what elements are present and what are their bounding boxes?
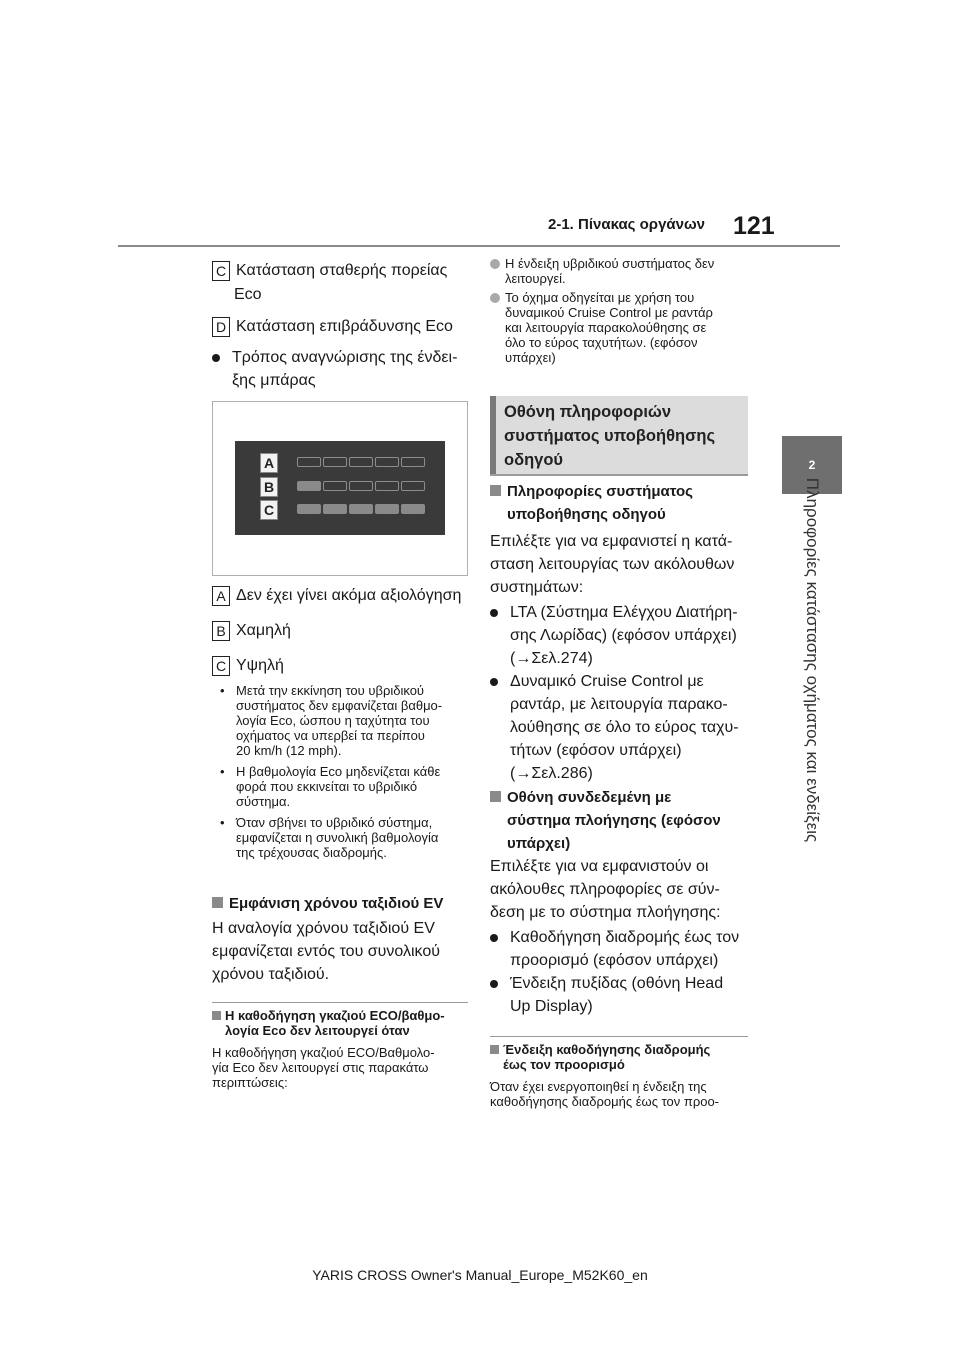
sub2-heading xyxy=(490,786,752,855)
sub2-bullet-guidance xyxy=(482,926,752,972)
figure-legend xyxy=(212,584,472,677)
score-segment xyxy=(401,457,425,467)
score-segment xyxy=(297,457,321,467)
note-line: Η βαθμολογία Eco μηδενίζεται κάθε xyxy=(236,764,441,779)
note-separator xyxy=(212,1002,468,1003)
route-note-title-line: έως τον προορισμό xyxy=(503,1057,625,1072)
item-c-text: Κατάσταση σταθερής πορείας xyxy=(236,262,448,279)
legend-b xyxy=(212,619,472,642)
sub1-bullet-line: ραντάρ, με λειτουργία παρακο- xyxy=(510,696,728,713)
section-heading-line: οδηγού xyxy=(504,451,564,469)
ev-body-line: χρόνου ταξιδιού. xyxy=(212,966,330,983)
grey-bullet-line: λειτουργεί. xyxy=(505,271,566,286)
grey-bullet-line: Η ένδειξη υβριδικού συστήματος δεν xyxy=(505,256,715,271)
sub2-bullet-line: προορισμό (εφόσον υπάρχει) xyxy=(510,952,719,969)
note-item: • Η βαθμολογία Eco μηδενίζεται κάθε φορά που εκκινείται το υβριδικό σύστημα. xyxy=(220,764,441,809)
note-line: φορά που εκκινείται το υβριδικό xyxy=(236,779,418,794)
grey-bullet-item xyxy=(490,290,752,365)
sub1-body-line: συστημάτων: xyxy=(490,579,584,596)
bar-recognition-bullet xyxy=(204,346,472,392)
chapter-number: 2 xyxy=(808,458,816,472)
ev-body-line: Η αναλογία χρόνου ταξιδιού EV xyxy=(212,920,435,937)
sub1-heading-line: υποβοήθησης οδηγού xyxy=(507,506,666,523)
grey-bullet-line: υπάρχει) xyxy=(505,350,556,365)
eco-note-body xyxy=(212,1045,472,1090)
eco-note-body-line: περιπτώσεις: xyxy=(212,1075,288,1090)
legend-text-b: Χαμηλή xyxy=(236,622,291,639)
figure-tag-c: C xyxy=(260,500,278,520)
route-note-title xyxy=(490,1042,752,1072)
item-d xyxy=(212,315,472,338)
ev-heading xyxy=(212,892,472,915)
sub1-heading xyxy=(490,480,752,526)
bullet-dot xyxy=(490,980,498,988)
notes-list xyxy=(212,683,472,860)
sub1-heading-line: Πληροφορίες συστήματος xyxy=(507,483,693,500)
page-ref-link[interactable]: (→Σελ.274) xyxy=(510,650,593,667)
route-note-body-line: Όταν έχει ενεργοποιηθεί η ένδειξη της xyxy=(490,1079,707,1094)
sub1-body xyxy=(490,530,752,599)
sub2-bullet-line: Up Display) xyxy=(510,998,593,1015)
note-line: Μετά την εκκίνηση του υβριδικού xyxy=(236,683,425,698)
square-bullet xyxy=(212,1011,221,1020)
note-separator xyxy=(490,1036,748,1037)
bullet-dot xyxy=(490,678,498,686)
sub1-bullets xyxy=(482,601,752,785)
score-segment xyxy=(349,457,373,467)
score-segment xyxy=(323,457,347,467)
grey-bullet-item xyxy=(490,256,752,286)
sub1-bullet-lta xyxy=(482,601,752,670)
score-segment xyxy=(349,504,373,514)
grey-bullet-line: όλο το εύρος ταχυτήτων. (εφόσον xyxy=(505,335,698,350)
note-line: λογία Eco, ώσπου η ταχύτητα του xyxy=(236,713,430,728)
section-title: 2-1. Πίνακας οργάνων xyxy=(548,216,705,233)
bullet-text-1: Τρόπος αναγνώρισης της ένδει- xyxy=(232,349,458,366)
score-segment xyxy=(401,504,425,514)
sub2-bullet-compass xyxy=(482,972,752,1018)
note-line: οχήματος να υπερβεί τα περίπου xyxy=(236,728,425,743)
legend-c xyxy=(212,654,472,677)
page-ref-link[interactable]: (→Σελ.286) xyxy=(510,765,593,782)
sub2-heading-line: σύστημα πλοήγησης (εφόσον xyxy=(507,812,721,829)
note-line: Όταν σβήνει το υβριδικό σύστημα, xyxy=(236,815,433,830)
section-heading-box xyxy=(490,396,748,474)
route-note-body xyxy=(490,1079,752,1109)
sub1-bullet-line: λούθησης σε όλο το εύρος ταχυ- xyxy=(510,719,739,736)
legend-label-c: C xyxy=(212,656,230,676)
route-note-title-line: Ένδειξη καθοδήγησης διαδρομής xyxy=(503,1042,711,1057)
note-line: 20 km/h (12 mph). xyxy=(236,743,342,758)
sub2-bullet-line: Καθοδήγηση διαδρομής έως τον xyxy=(510,929,740,946)
eco-note-title xyxy=(212,1008,472,1038)
score-segment xyxy=(375,481,399,491)
score-segment xyxy=(323,481,347,491)
score-segment xyxy=(297,481,321,491)
item-c-text-2: Eco xyxy=(234,286,262,303)
ev-body xyxy=(212,917,472,986)
sub2-body-line: Επιλέξτε για να εμφανιστούν οι xyxy=(490,858,709,875)
note-item: • Όταν σβήνει το υβριδικό σύστημα, εμφανίζεται η συνολική βαθμολογία της τρέχουσας διαδρομής. xyxy=(220,815,439,860)
square-bullet xyxy=(490,791,501,802)
sub1-bullet-line: LTA (Σύστημα Ελέγχου Διατήρη- xyxy=(510,604,738,621)
eco-score-display xyxy=(235,441,445,535)
sub1-body-line: σταση λειτουργίας των ακόλουθων xyxy=(490,556,735,573)
legend-label-a: A xyxy=(212,586,230,606)
sub2-body xyxy=(490,855,752,924)
score-segment xyxy=(375,504,399,514)
label-d: D xyxy=(212,317,230,337)
grey-dot xyxy=(490,293,500,303)
section-heading-line: συστήματος υποβοήθησης xyxy=(504,427,716,445)
figure-tag-a: A xyxy=(260,453,278,473)
chapter-side-title: Πληροφορίες κατάστασης οχήματος και ενδείξεις xyxy=(803,477,822,843)
bullet-dot xyxy=(490,609,498,617)
bullet-dot xyxy=(490,934,498,942)
sub1-body-line: Επιλέξτε για να εμφανιστεί η κατά- xyxy=(490,533,733,550)
eco-note-title-line: Η καθοδήγηση γκαζιού ECO/βαθμο- xyxy=(225,1008,445,1023)
sub1-bullet-line: σης Λωρίδας) (εφόσον υπάρχει) xyxy=(510,627,737,644)
score-segment xyxy=(323,504,347,514)
square-bullet xyxy=(212,897,223,908)
item-d-text: Κατάσταση επιβράδυνσης Eco xyxy=(236,318,453,335)
score-segment xyxy=(297,504,321,514)
note-line: συστήματος δεν εμφανίζεται βαθμο- xyxy=(236,698,443,713)
grey-bullet-line: και λειτουργία παρακολούθησης σε xyxy=(505,320,707,335)
score-segment xyxy=(349,481,373,491)
grey-bullet-line: Το όχημα οδηγείται με χρήση του xyxy=(505,290,695,305)
bullet-text-2: ξης μπάρας xyxy=(232,372,316,389)
sub2-heading-line: υπάρχει) xyxy=(507,835,571,852)
square-bullet xyxy=(490,485,501,496)
sub1-bullet-acc xyxy=(482,670,752,785)
sub2-bullet-line: Ένδειξη πυξίδας (οθόνη Head xyxy=(510,975,724,992)
note-line: σύστημα. xyxy=(236,794,291,809)
eco-note-body-line: γία Eco δεν λειτουργεί στις παρακάτω xyxy=(212,1060,429,1075)
sub1-bullet-line: Δυναμικό Cruise Control με xyxy=(510,673,704,690)
section-heading-line: Οθόνη πληροφοριών xyxy=(504,403,672,421)
header-rule xyxy=(118,245,840,247)
route-note-body-line: καθοδήγησης διαδρομής έως τον προο- xyxy=(490,1094,720,1109)
section-heading xyxy=(504,400,744,472)
grey-dot xyxy=(490,259,500,269)
legend-text-c: Υψηλή xyxy=(236,657,284,674)
figure-tag-b: B xyxy=(260,477,278,497)
page-number: 121 xyxy=(733,212,775,240)
legend-label-b: B xyxy=(212,621,230,641)
sub1-bullet-line: τήτων (εφόσον υπάρχει) xyxy=(510,742,682,759)
eco-score-figure xyxy=(212,401,468,576)
bullet-dot xyxy=(212,354,220,362)
square-bullet xyxy=(490,1045,499,1054)
ev-body-line: εμφανίζεται εντός του συνολικού xyxy=(212,943,440,960)
sub2-bullets xyxy=(482,926,752,1018)
item-c xyxy=(212,259,472,306)
eco-note-title-line: λογία Eco δεν λειτουργεί όταν xyxy=(225,1023,410,1038)
score-segment xyxy=(375,457,399,467)
hybrid-bullets xyxy=(490,256,752,365)
heading-underline xyxy=(490,474,748,476)
legend-text-a: Δεν έχει γίνει ακόμα αξιολόγηση xyxy=(236,587,462,604)
note-item: • Μετά την εκκίνηση του υβριδικού συστήματος δεν εμφανίζεται βαθμο- λογία Eco, ώσπου η ταχύτητα του οχήματος να υπερβεί τα περίπου 20 km/h (12 mph). xyxy=(220,683,443,758)
heading-accent xyxy=(490,396,496,474)
sub2-body-line: δεση με το σύστημα πλοήγησης: xyxy=(490,904,721,921)
footer-text: YARIS CROSS Owner's Manual_Europe_M52K60_en xyxy=(312,1267,648,1283)
label-c: C xyxy=(212,261,230,281)
sub2-body-line: ακόλουθες πληροφορίες σε σύν- xyxy=(490,881,720,898)
legend-a xyxy=(212,584,472,607)
score-segment xyxy=(401,481,425,491)
ev-heading-text: Εμφάνιση χρόνου ταξιδιού EV xyxy=(229,895,444,912)
grey-bullet-line: δυναμικού Cruise Control με ραντάρ xyxy=(505,305,713,320)
note-line: εμφανίζεται η συνολική βαθμολογία xyxy=(236,830,439,845)
eco-note-body-line: Η καθοδήγηση γκαζιού ECO/Βαθμολο- xyxy=(212,1045,435,1060)
note-line: της τρέχουσας διαδρομής. xyxy=(236,845,387,860)
sub2-heading-line: Οθόνη συνδεδεμένη με xyxy=(507,789,672,806)
